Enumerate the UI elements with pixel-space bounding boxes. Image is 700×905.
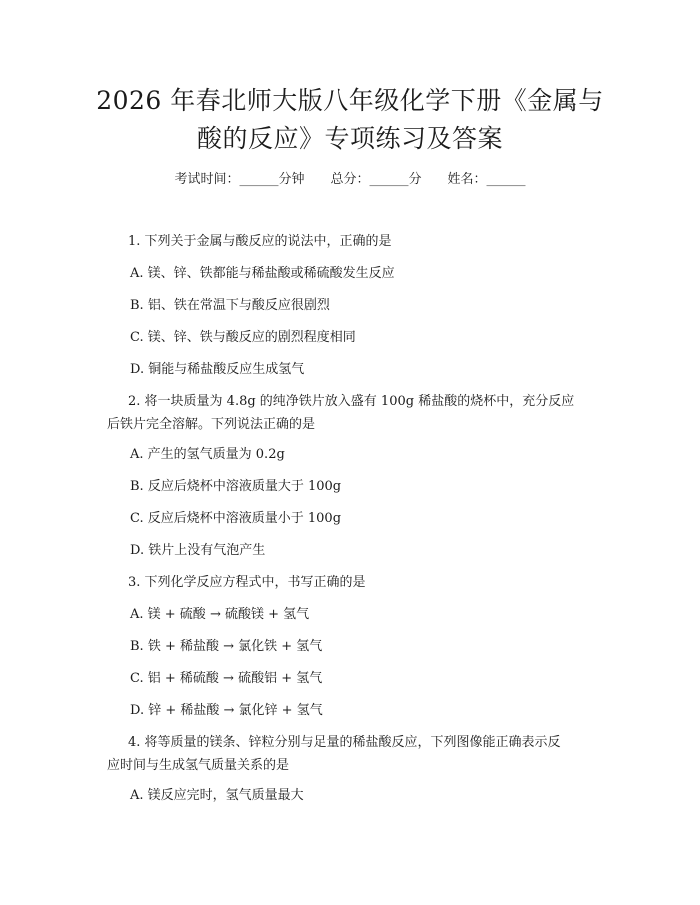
- question-4-option-a: A. 镁反应完时，氢气质量最大: [130, 788, 304, 803]
- title-line-1: 2026 年春北师大版八年级化学下册《金属与: [96, 86, 604, 115]
- document-title: [90, 82, 610, 158]
- question-2-option-c: C. 反应后烧杯中溶液质量小于 100g: [130, 511, 342, 526]
- question-1-stem: 1. 下列关于金属与酸反应的说法中，正确的是: [128, 234, 392, 249]
- question-1-option-b: B. 铝、铁在常温下与酸反应很剧烈: [130, 298, 330, 313]
- question-2-option-d: D. 铁片上没有气泡产生: [130, 543, 266, 558]
- question-4-stem-line-1: 4. 将等质量的镁条、锌粒分别与足量的稀盐酸反应，下列图像能正确表示反: [128, 735, 561, 750]
- exam-info: [0, 168, 700, 187]
- question-2-option-b: B. 反应后烧杯中溶液质量大于 100g: [130, 479, 342, 494]
- exam-time: 考试时间：______分钟: [174, 172, 305, 187]
- question-3-option-c: C. 铝 + 稀硫酸 → 硫酸铝 + 氢气: [130, 671, 323, 686]
- exam-score: 总分：______分: [330, 172, 422, 187]
- question-3-stem: 3. 下列化学反应方程式中，书写正确的是: [128, 575, 366, 590]
- exam-name: 姓名：______: [447, 172, 526, 187]
- question-1-option-a: A. 镁、锌、铁都能与稀盐酸或稀硫酸发生反应: [130, 266, 395, 281]
- question-4-stem-line-2: 应时间与生成氢气质量关系的是: [107, 758, 290, 773]
- question-3-option-b: B. 铁 + 稀盐酸 → 氯化铁 + 氢气: [130, 639, 323, 654]
- question-2-option-a: A. 产生的氢气质量为 0.2g: [130, 447, 285, 462]
- question-2-stem-line-1: 2. 将一块质量为 4.8g 的纯净铁片放入盛有 100g 稀盐酸的烧杯中，充分反应: [128, 394, 575, 409]
- question-3-option-a: A. 镁 + 硫酸 → 硫酸镁 + 氢气: [130, 607, 310, 622]
- title-line-2: 酸的反应》专项练习及答案: [196, 124, 503, 153]
- question-2-stem-line-2: 后铁片完全溶解。下列说法正确的是: [107, 417, 316, 432]
- question-1-option-c: C. 镁、锌、铁与酸反应的剧烈程度相同: [130, 330, 356, 345]
- question-1-option-d: D. 铜能与稀盐酸反应生成氢气: [130, 362, 305, 377]
- question-3-option-d: D. 锌 + 稀盐酸 → 氯化锌 + 氢气: [130, 703, 323, 718]
